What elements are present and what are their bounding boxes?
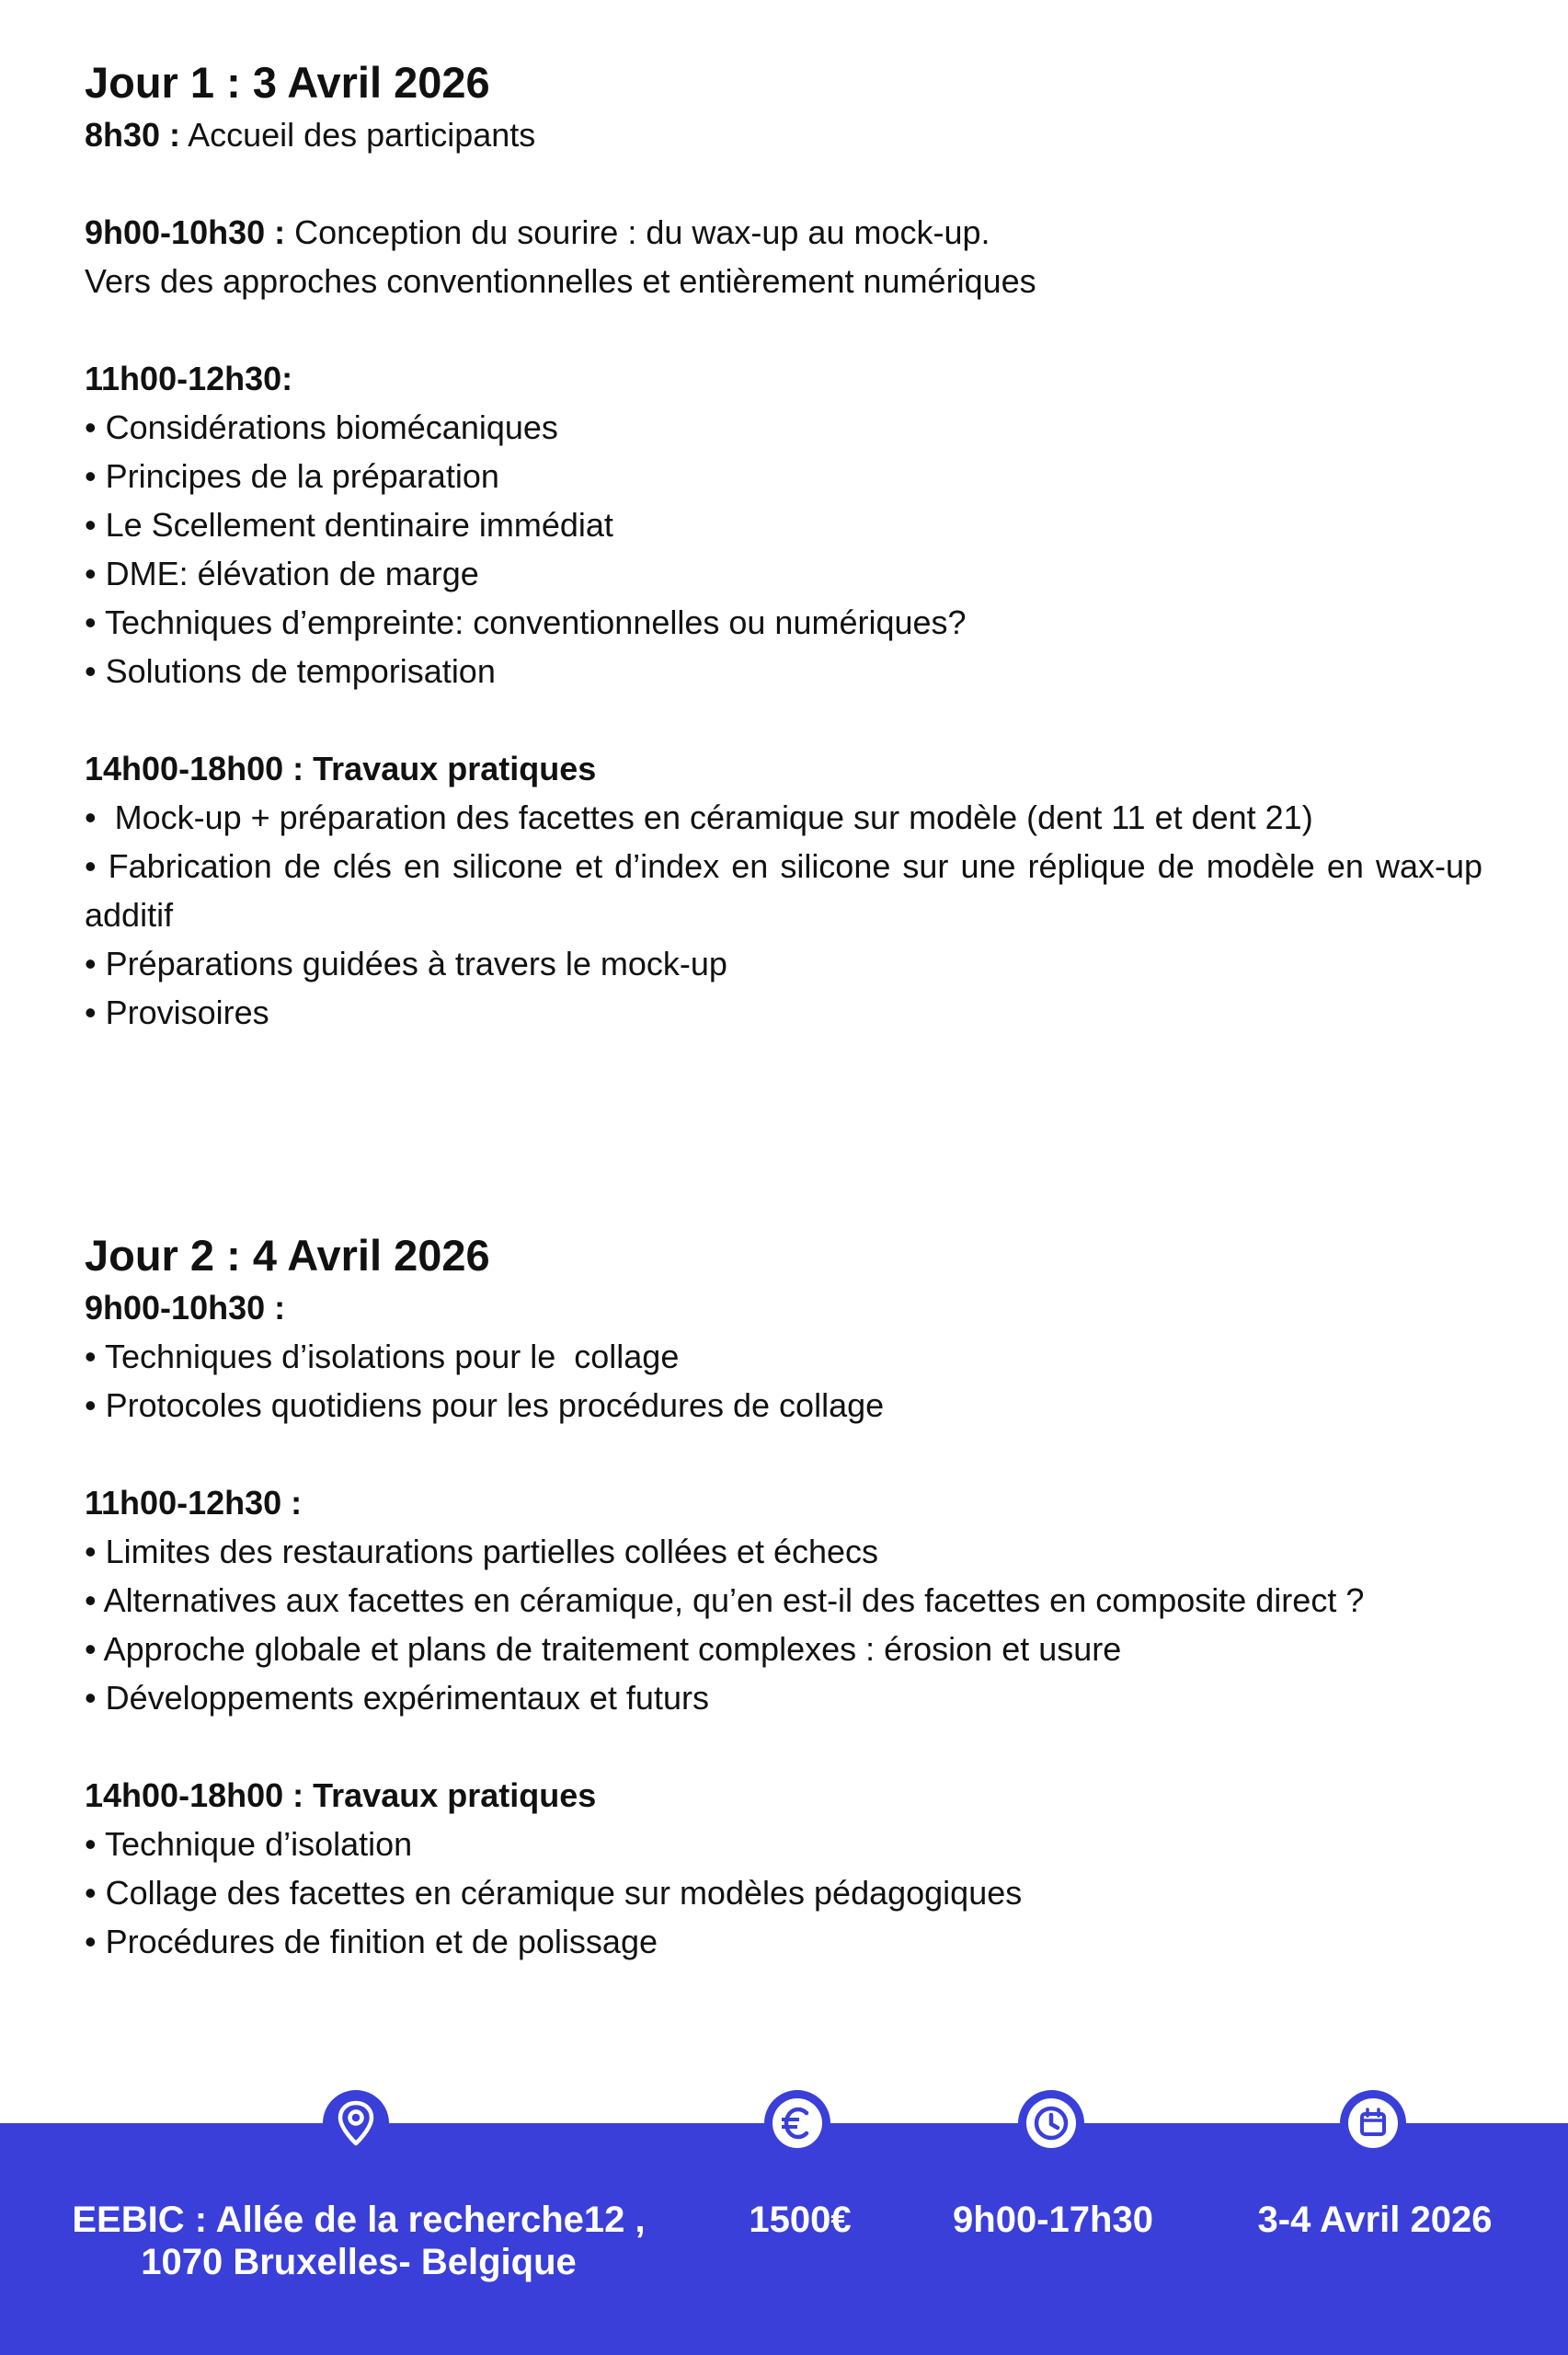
day1-s1-text: Accueil des participants [180,116,536,154]
day2-s2-time: 11h00-12h30 : [85,1484,303,1522]
day1-s3-time: 11h00-12h30: [85,360,293,397]
day2-s1-time: 9h00-10h30 : [85,1289,286,1327]
day2-s3-time: 14h00-18h00 : Travaux pratiques [85,1776,597,1814]
hours-text: 9h00-17h30 [953,2200,1153,2240]
day1-s1 [85,110,1482,159]
clock-icon [1018,2090,1084,2156]
location-line1: EEBIC : Allée de la recherche12 , [72,2200,646,2240]
list-item: • Considérations biomécaniques [85,408,558,446]
day2-title: Jour 2 : 4 Avril 2026 [85,1231,490,1280]
date-text: 3-4 Avril 2026 [1257,2200,1493,2240]
location-line2: 1070 Bruxelles- Belgique [141,2242,577,2282]
list-item: • Solutions de temporisation [85,652,496,690]
list-item: • Fabrication de clés en silicone et d’index en silicone sur une réplique de modèle en wax-up additif [85,847,1493,934]
list-item: • Mock-up + préparation des facettes en céramique sur modèle (dent 11 et dent 21) [85,798,1313,836]
list-item: • Le Scellement dentinaire immédiat [85,506,613,544]
list-item: • Techniques d’empreinte: conventionnelles ou numériques? [85,603,967,641]
list-item: • Développements expérimentaux et futurs [85,1679,709,1717]
day1-s2-text: Conception du sourire : du wax-up au mock-up. [285,213,990,251]
day1-s1-time: 8h30 : [85,116,181,154]
day1-s4-time: 14h00-18h00 : Travaux pratiques [85,750,597,787]
list-item: • Provisoires [85,994,269,1031]
list-item: • Collage des facettes en céramique sur modèles pédagogiques [85,1874,1023,1912]
day1-s2-time: 9h00-10h30 : [85,213,286,251]
list-item: • Limites des restaurations partielles collées et échecs [85,1533,879,1570]
list-item: • Approche globale et plans de traitement complexes : érosion et usure [85,1630,1122,1668]
day1-s2-text2: Vers des approches conventionnelles et entièrement numériques [85,262,1036,300]
calendar-icon [1340,2090,1406,2156]
list-item: • Protocoles quotidiens pour les procédures de collage [85,1386,885,1424]
list-item: • Procédures de finition et de polissage [85,1923,658,1960]
location-pin-icon [323,2090,389,2156]
day2-section [85,1228,1482,1966]
euro-icon [764,2090,830,2156]
day1-title: Jour 1 : 3 Avril 2026 [85,58,490,107]
list-item: • Principes de la préparation [85,457,499,495]
list-item: • Techniques d’isolations pour le collage [85,1338,680,1375]
price-text: 1500€ [749,2200,852,2240]
info-footer [0,2123,1568,2355]
day1-s2 [85,208,1482,257]
list-item: • Technique d’isolation [85,1825,413,1863]
list-item: • Préparations guidées à travers le mock-up [85,945,727,982]
list-item: • Alternatives aux facettes en céramique, qu’en est-il des facettes en composite direct ? [85,1581,1365,1619]
day1-section [85,55,1493,1037]
list-item: • DME: élévation de marge [85,555,479,592]
